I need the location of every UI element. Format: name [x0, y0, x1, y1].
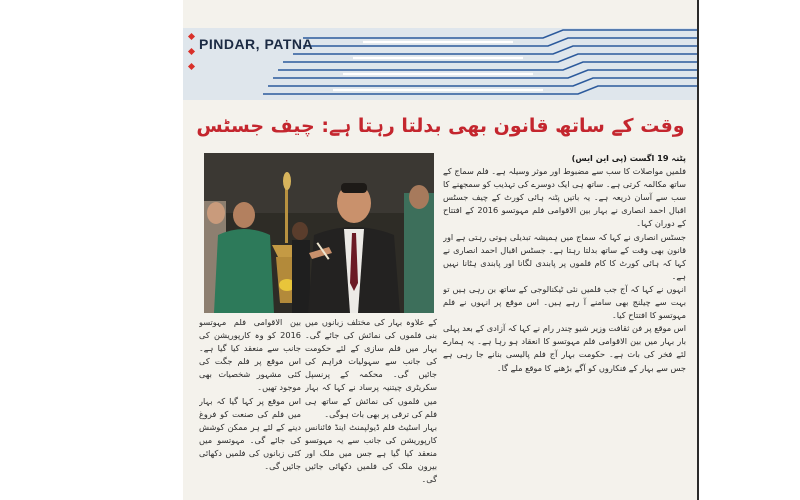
article-paragraph: بین الاقوامی فلم مہوتسو 2016 کو وہ کارپوریشن کی جانب سے منعقد کیا گیا ہے۔ اس موقع پر فلم جگت کی کئی مشہور شخصیات بھی موجود تھیں۔: [199, 317, 301, 393]
margin-marks: [189, 28, 199, 108]
article-dateline: پٹنہ 19 اگست (پی این ایس): [571, 153, 686, 163]
article-photo: [204, 153, 434, 313]
article-column-left: [199, 316, 301, 496]
masthead: [183, 28, 698, 100]
newspaper-clipping: [183, 0, 698, 500]
masthead-logo: PINDAR, PATNA: [199, 36, 314, 52]
article-column-right: [443, 152, 686, 496]
margin-mark-icon: [188, 48, 195, 55]
article-column-middle: [305, 316, 437, 496]
article-headline: وقت کے ساتھ قانون بھی بدلتا رہتا ہے: چیف جسٹس: [196, 115, 685, 137]
lamp-lighting-photo-icon: [204, 153, 434, 313]
article-paragraph: اس موقع پر کہا گیا کہ بہار میں فلم کی صنعت کو فروغ دینے کے لئے ہر ممکن کوشش کی جائے گی۔ مہوتسو میں کئی زبانوں کی فلمیں دکھائی جائیں گی۔: [199, 395, 301, 472]
margin-mark-icon: [188, 63, 195, 70]
margin-mark-icon: [188, 33, 195, 40]
article-paragraph: انہوں نے کہا کہ آج جب فلمیں نئی ٹیکنالوجی کے ساتھ بن رہی ہیں تو بہت سے چیلنج بھی سامنے آ رہے ہیں۔ اس موقع پر انہوں نے فلم مہوتسو کا افتتاح کیا۔: [443, 283, 686, 321]
article-paragraph: جسٹس انصاری نے کہا کہ سماج میں ہمیشہ تبدیلی ہوتی رہتی ہے اور قانون بھی وقت کے ساتھ بدلتا رہتا ہے۔ جسٹس اقبال احمد انصاری نے کہا کہ ہائی کورٹ کا کام فلموں پر پابندی لگانا اور پابندی ہٹانا نہیں ہے۔: [443, 231, 686, 281]
article-paragraph: کے علاوہ بہار کی مختلف زبانوں میں بنی فلموں کی نمائش کی جائے گی۔ بہار میں فلم سازی کے لئے حکومت کی جانب سے سہولیات فراہم کی جائیں گی۔ محکمہ کے پرنسپل سکریٹری چیتنیہ پرساد نے کہا کہ بہار میں فلموں کی نمائش کے ساتھ ہی فلم کی ترقی پر بھی بات ہوگی۔: [305, 317, 437, 419]
article-paragraph: بہار اسٹیٹ فلم ڈیولپمنٹ اینڈ فائنانس کارپوریشن کی جانب سے یہ مہوتسو منعقد کیا گیا ہے جس میں ملک اور بیرون ملک کی فلمیں دکھائی جائیں گی۔: [305, 421, 437, 485]
page-edge: [697, 0, 699, 500]
article-paragraph: اس موقع پر فن ثقافت وزیر شیو چندر رام نے کہا کہ آزادی کے بعد پہلی بار بہار میں بین الاقوامی فلم مہوتسو کا انعقاد ہو رہا ہے۔ یہ ہمارے لئے فخر کی بات ہے۔ حکومت بہار آج فلم پالیسی بنانے جا رہی ہے جس سے بہار کے فنکاروں کو آگے بڑھنے کا موقع ملے گا۔: [443, 323, 686, 373]
article-paragraph: فلمیں مواصلات کا سب سے مضبوط اور موثر وسیلہ ہے۔ فلم سماج کے ساتھ مکالمہ کرتی ہے۔ ساتھ ہی ایک دوسرے کی تہذیب کو سمجھنے کا سب سے آسان ذریعہ ہے۔ یہ باتیں پٹنہ ہائی کورٹ کے چیف جسٹس اقبال احمد انصاری نے بہار بین الاقوامی فلم مہوتسو 2016 کے افتتاح کے دوران کہا۔: [443, 166, 686, 229]
